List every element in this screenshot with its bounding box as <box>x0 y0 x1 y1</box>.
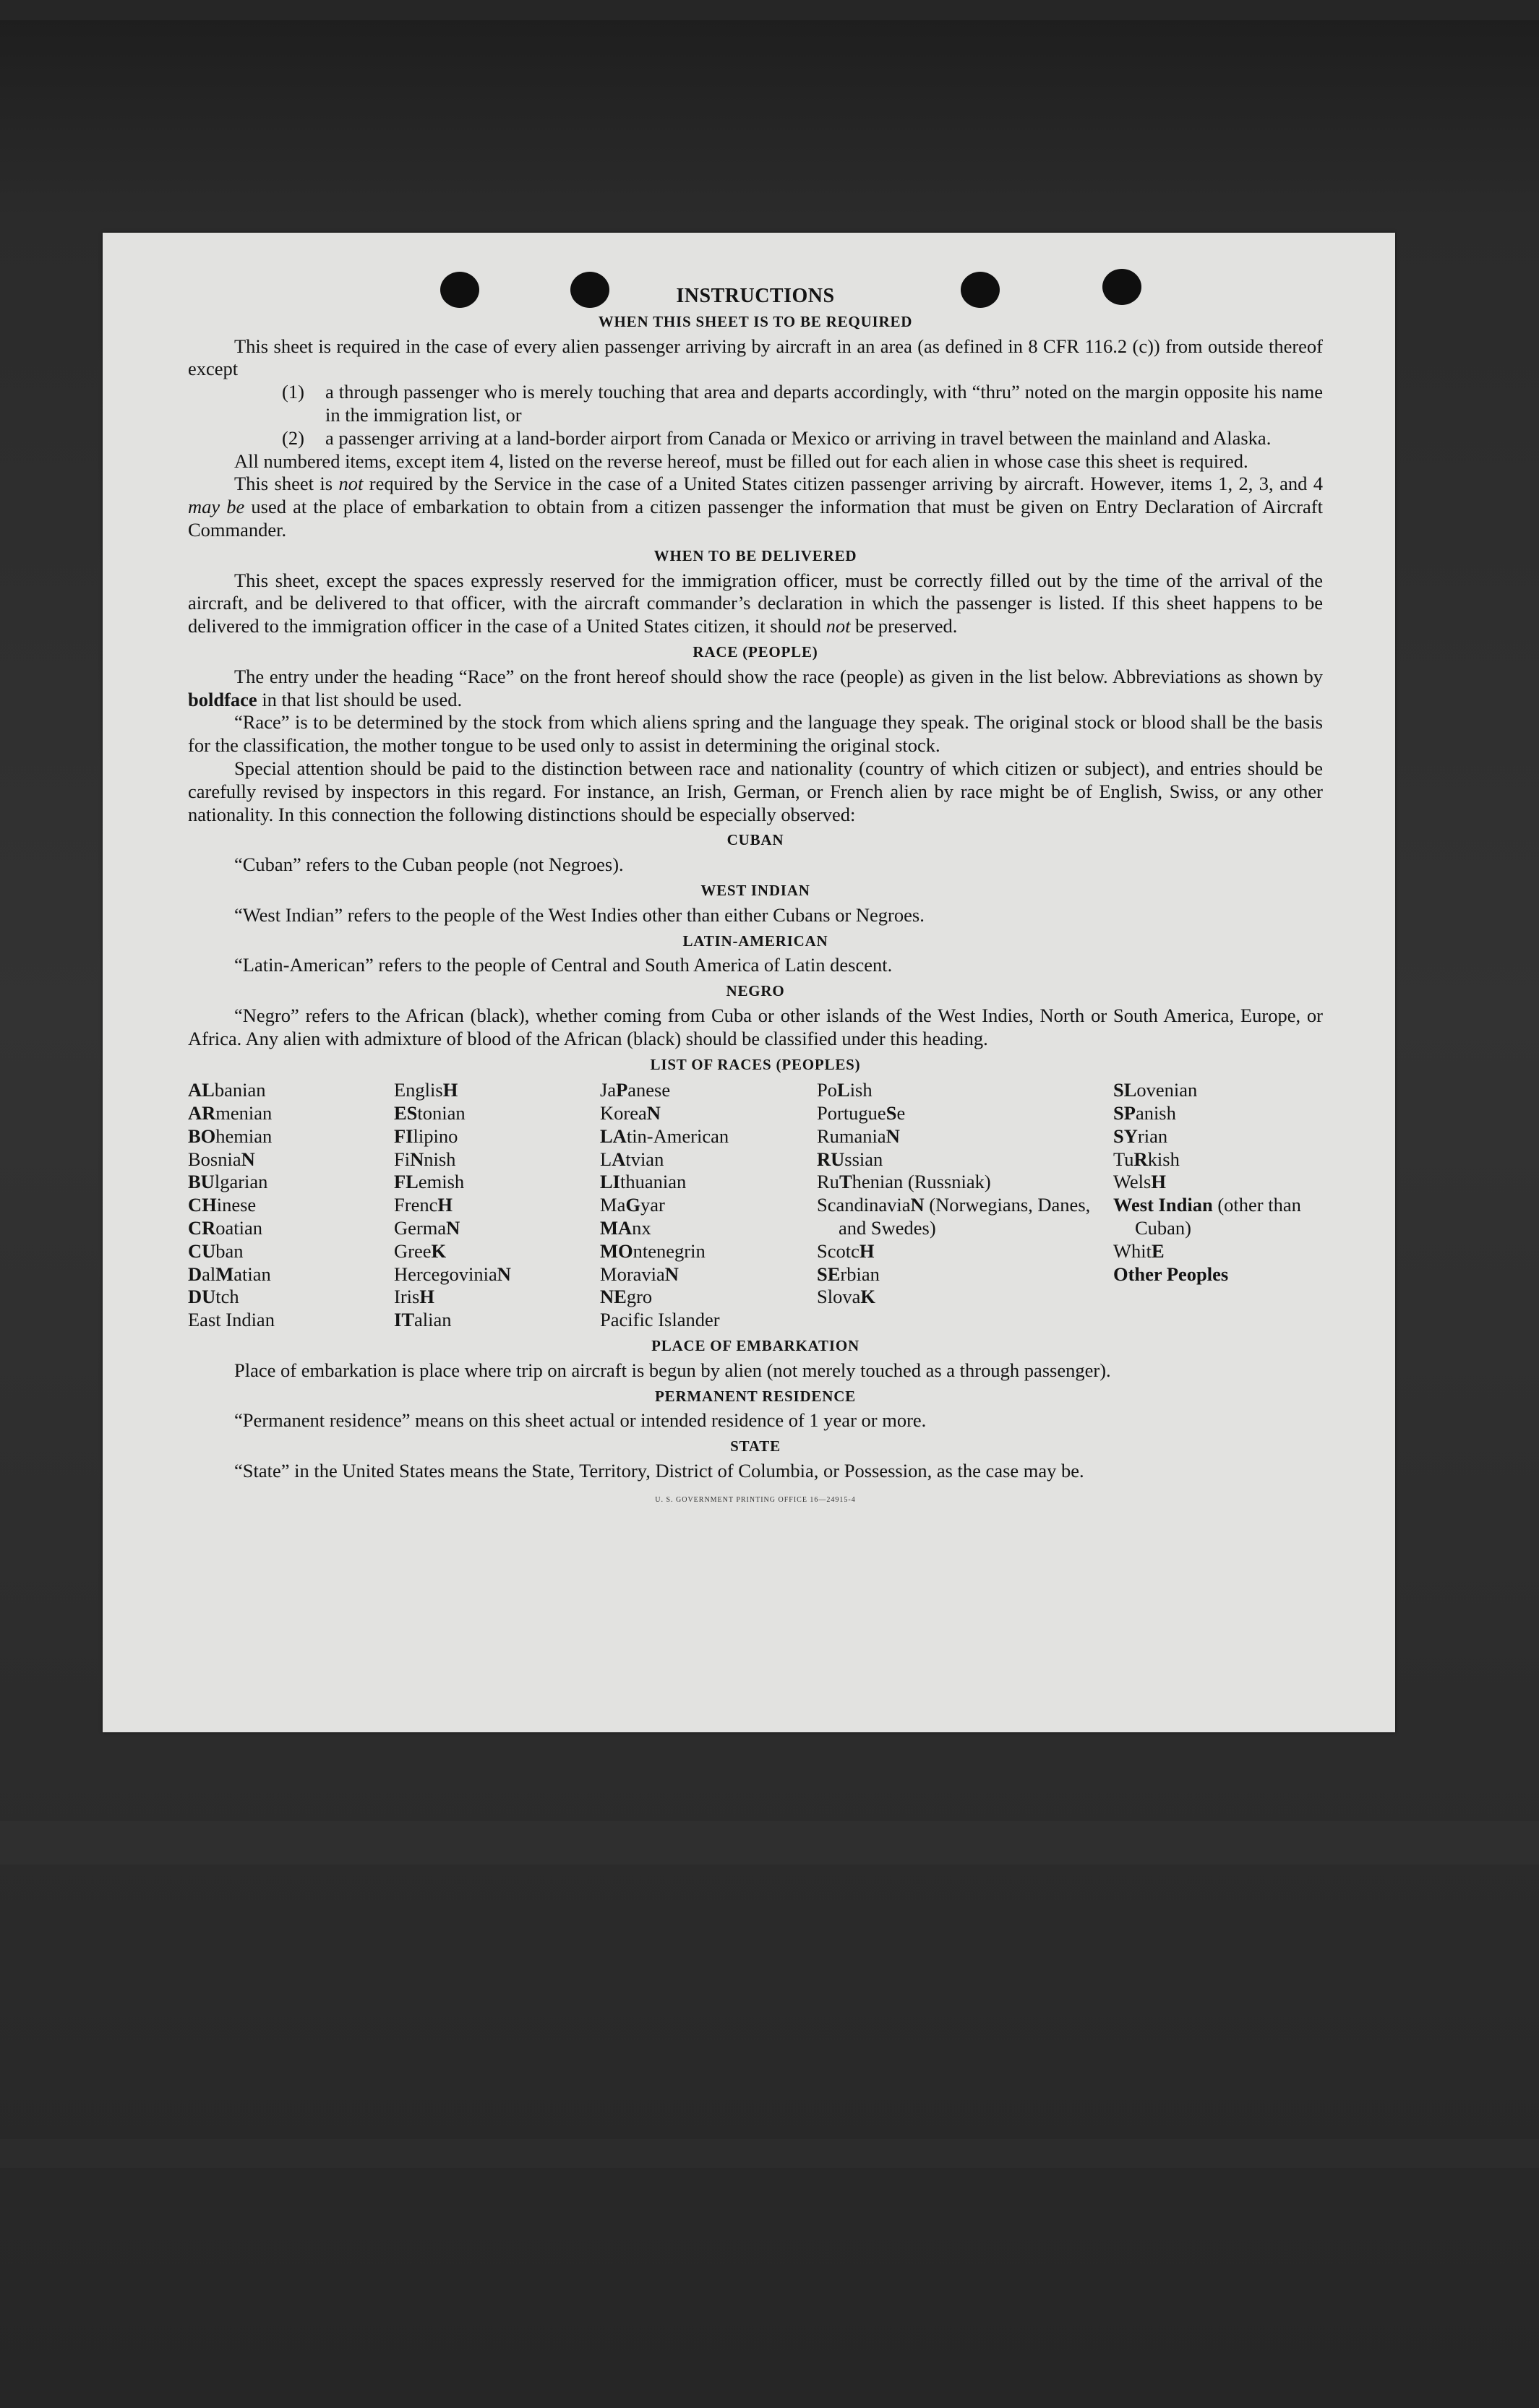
race-entry: ScandinaviaN (Norwegians, Danes, and Swedes) <box>817 1194 1091 1239</box>
section-heading: LIST OF RACES (PEOPLES) <box>650 1055 861 1073</box>
bold-text: boldface <box>188 688 257 710</box>
text-run: required by the Service in the case of a United States citizen passenger arriving by aircraft. However, items 1, 2, 3, and 4 <box>363 473 1323 495</box>
race-entry: BUlgarian <box>188 1171 268 1193</box>
section-heading: CUBAN <box>726 831 784 849</box>
race-entry: KoreaN <box>600 1102 661 1125</box>
paragraph: This sheet is required in the case of every alien passenger arriving by aircraft in an area (as defined in 8 CFR 116.2 (c)) from outside thereof except <box>188 335 1323 380</box>
list-item <box>188 427 1323 450</box>
race-entry: RuThenian (Russniak) <box>817 1171 991 1193</box>
race-entry: WhitE <box>1113 1239 1165 1262</box>
scan-band <box>0 1821 1539 1865</box>
text-run: This sheet, except the spaces expressly reserved for the immigration officer, must be correctly filled out by the time of the arrival of the aircraft, and be delivered to that officer, with the aircraft commander’s declaration in which the passenger is listed. If this sheet happens to be delivered to the immigration officer in the case of a United States citizen, it should <box>188 569 1323 637</box>
section-heading: WHEN THIS SHEET IS TO BE REQUIRED <box>598 312 913 330</box>
race-entry: LIthuanian <box>600 1171 687 1193</box>
race-entry: GreeK <box>394 1239 447 1262</box>
section-heading: STATE <box>730 1437 781 1455</box>
race-entry: LAtin-American <box>600 1125 729 1147</box>
race-entry: HercegoviniaN <box>394 1263 511 1285</box>
race-entry: MAnx <box>600 1217 651 1239</box>
races-column <box>817 1079 1113 1332</box>
races-column <box>600 1079 817 1332</box>
emphasis: not <box>338 473 364 495</box>
section-heading: RACE (PEOPLE) <box>693 642 818 661</box>
paragraph: “Race” is to be determined by the stock from which aliens spring and the language they speak. The original stock or blood shall be the basis for the classification, the mother tongue to be used only to assist in determining the original stock. <box>188 711 1323 757</box>
race-entry: IrisH <box>394 1286 434 1308</box>
race-entry: FiNnish <box>394 1148 456 1170</box>
item-text: a through passenger who is merely touching that area and departs accordingly, with “thru” noted on the margin opposite his name in the immigration list, or <box>325 381 1323 426</box>
race-entry: SLovenian <box>1113 1079 1198 1101</box>
race-entry: DUtch <box>188 1286 239 1308</box>
races-column <box>394 1079 600 1332</box>
race-entry: East Indian <box>188 1309 275 1331</box>
race-entry: LAtvian <box>600 1148 664 1170</box>
item-number: (2) <box>282 426 304 449</box>
race-entry: DalMatian <box>188 1263 271 1285</box>
section-heading: LATIN-AMERICAN <box>682 932 828 950</box>
paragraph: “Latin-American” refers to the people of Central and South America of Latin descent. <box>234 954 893 976</box>
race-entry: RumaniaN <box>817 1125 900 1147</box>
printer-imprint: U. S. GOVERNMENT PRINTING OFFICE 16—24915-4 <box>655 1495 856 1504</box>
race-entry: CHinese <box>188 1194 257 1216</box>
scan-band <box>0 0 1539 20</box>
race-entry: PortugueSe <box>817 1102 906 1125</box>
paragraph: Special attention should be paid to the distinction between race and nationality (country of which citizen or subject), and entries should be carefully revised by inspectors in this regard. For instance, an Irish, German, or French alien by race might be of English, Swiss, or any other nationality. In this connection the following distinctions should be especially observed: <box>188 757 1323 825</box>
race-entry: SErbian <box>817 1263 880 1285</box>
race-entry: PoLish <box>817 1079 873 1101</box>
section-heading: WEST INDIAN <box>700 881 810 899</box>
race-entry: WelsH <box>1113 1171 1166 1193</box>
paragraph: “Cuban” refers to the Cuban people (not Negroes). <box>234 853 624 876</box>
paragraph <box>188 473 1323 541</box>
item-number: (1) <box>282 381 304 403</box>
scan-band <box>0 2139 1539 2168</box>
race-entry: ARmenian <box>188 1102 273 1125</box>
race-entry: ALbanian <box>188 1079 266 1101</box>
race-entry: FLemish <box>394 1171 465 1193</box>
text-run: This sheet is <box>234 473 339 495</box>
race-entry: MOntenegrin <box>600 1239 706 1262</box>
race-entry: SPanish <box>1113 1102 1176 1125</box>
race-entry: FIlipino <box>394 1125 458 1147</box>
race-entry: Other Peoples <box>1113 1263 1229 1285</box>
race-entry: BOhemian <box>188 1125 273 1147</box>
paragraph: “Negro” refers to the African (black), whether coming from Cuba or other islands of the West Indies, North or South America, Europe, or Africa. Any alien with admixture of blood of the African (black) should be classified under this heading. <box>188 1004 1323 1049</box>
section-heading: PERMANENT RESIDENCE <box>655 1387 856 1405</box>
race-entry: BosniaN <box>188 1148 255 1170</box>
race-entry: MaGyar <box>600 1194 665 1216</box>
document-page <box>103 233 1395 1732</box>
section-heading: PLACE OF EMBARKATION <box>651 1337 859 1355</box>
race-entry: GermaN <box>394 1217 460 1239</box>
section-heading: WHEN TO BE DELIVERED <box>653 546 857 564</box>
paragraph: All numbered items, except item 4, listed on the reverse hereof, must be filled out for each alien in whose case this sheet is required. <box>234 450 1248 472</box>
race-entry: EStonian <box>394 1102 466 1125</box>
instructions-content <box>188 285 1323 1512</box>
race-entry: Pacific Islander <box>600 1309 720 1331</box>
emphasis: may be <box>188 496 245 518</box>
race-entry: RUssian <box>817 1148 883 1170</box>
paragraph: Place of embarkation is place where trip on aircraft is begun by alien (not merely touched as a through passenger). <box>234 1359 1111 1381</box>
race-entry: FrencH <box>394 1194 453 1216</box>
text-run: used at the place of embarkation to obtain from a citizen passenger the information that must be given on Entry Declaration of Aircraft Commander. <box>188 496 1323 541</box>
paragraph: “Permanent residence” means on this sheet actual or intended residence of 1 year or more. <box>234 1409 927 1432</box>
paragraph: “State” in the United States means the State, Territory, District of Columbia, or Possession, as the case may be. <box>234 1460 1084 1482</box>
text-run: be preserved. <box>850 615 958 637</box>
race-entry: MoraviaN <box>600 1263 679 1285</box>
race-entry: ITalian <box>394 1309 452 1331</box>
race-entry: SlovaK <box>817 1286 875 1308</box>
paragraph <box>188 569 1323 638</box>
text-run: in that list should be used. <box>257 688 463 710</box>
list-item <box>188 381 1323 427</box>
race-entry: SYrian <box>1113 1125 1168 1147</box>
race-entry: JaPanese <box>600 1079 671 1101</box>
paragraph <box>188 666 1323 712</box>
race-entry: CUban <box>188 1239 244 1262</box>
text-run: The entry under the heading “Race” on the front hereof should show the race (people) as given in the list below. Abbreviations as shown by <box>234 665 1323 687</box>
race-entry: TuRkish <box>1113 1148 1180 1170</box>
race-entry: West Indian (other than Cuban) <box>1113 1194 1301 1239</box>
races-list <box>188 1079 1323 1332</box>
race-entry: CRoatian <box>188 1217 263 1239</box>
emphasis: not <box>826 615 851 637</box>
race-entry: ScotcH <box>817 1239 875 1262</box>
races-column <box>188 1079 394 1332</box>
section-heading: NEGRO <box>726 982 785 1000</box>
page-title: INSTRUCTIONS <box>676 285 835 307</box>
item-text: a passenger arriving at a land-border airport from Canada or Mexico or arriving in travel between the mainland and Alaska. <box>325 426 1272 449</box>
paragraph: “West Indian” refers to the people of the West Indies other than either Cubans or Negroes. <box>234 903 925 926</box>
race-entry: EnglisH <box>394 1079 458 1101</box>
race-entry: NEgro <box>600 1286 653 1308</box>
races-column <box>1113 1079 1323 1332</box>
